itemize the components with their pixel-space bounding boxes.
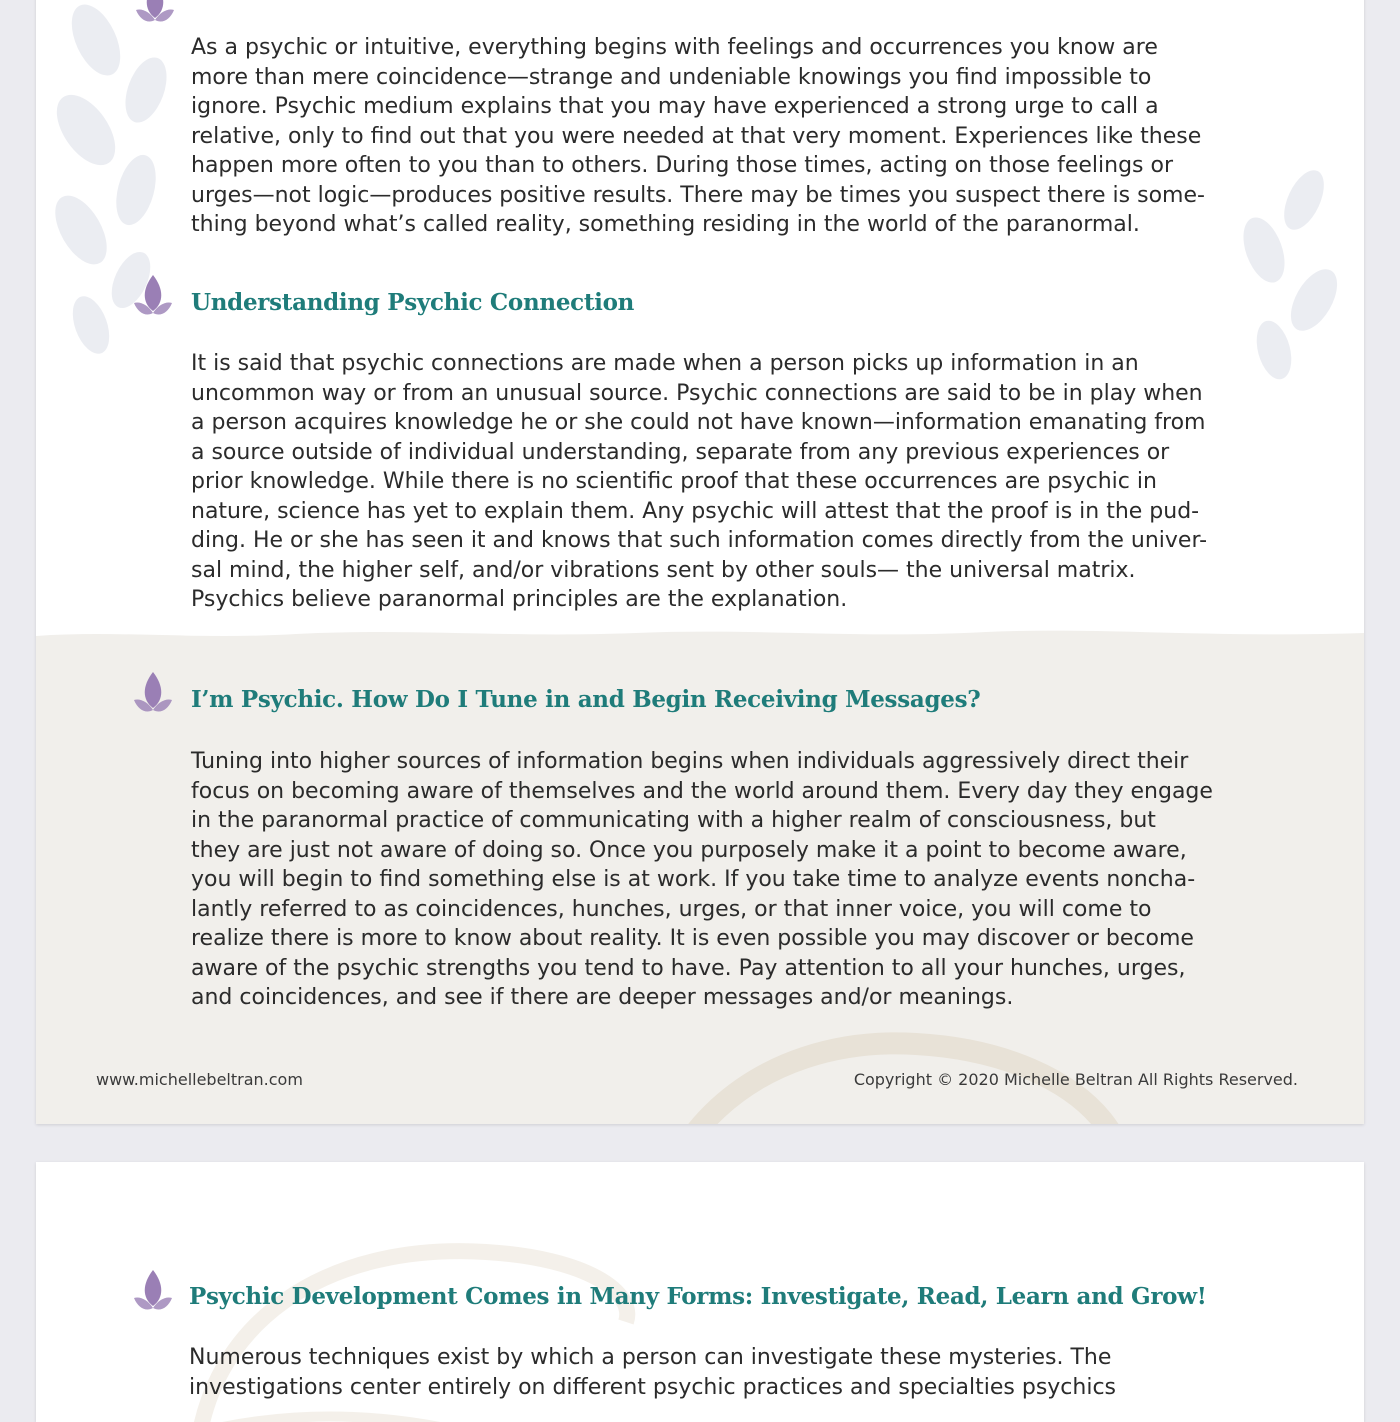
text-line: in the paranormal practice of communicating with a higher realm of consciousness, but [191,808,1156,833]
section-heading: Psychic Development Comes in Many Forms: Investigate, Read, Learn and Grow! [189,1283,1207,1310]
text-line: It is said that psychic connections are made when a person picks up information in an [191,351,1139,376]
text-line: uncommon way or from an unusual source. Psychic connections are said to be in play when [191,380,1203,406]
lotus-icon [132,273,174,321]
footer-copyright: Copyright © 2020 Michelle Beltran All Rights Reserved. [853,1070,1298,1089]
text-line: investigations center entirely on different psychic practices and specialties psychics [189,1374,1117,1400]
text-line: sal mind, the higher self, and/or vibrations sent by other souls— the universal matrix. [191,557,1136,583]
intro-paragraph [191,33,1205,240]
text-line: As a psychic or intuitive, everything begins with feelings and occurrences you know are [191,35,1158,60]
section-paragraph [189,1343,1116,1402]
lotus-icon [134,0,176,28]
text-line: aware of the psychic strengths you tend to have. Pay attention to all your hunches, urges, [191,955,1186,981]
text-line: relative, only to find out that you were needed at that very moment. Experiences like these [191,123,1202,149]
text-line: prior knowledge. While there is no scientific proof that these occurrences are psychic in [191,469,1157,494]
text-line: happen more often to you than to others. During those times, acting on those feelings or [191,153,1173,178]
text-line: and coincidences, and see if there are deeper messages and/or meanings. [191,985,1014,1010]
leaf-branch-right-decoration [1194,160,1364,540]
text-line: focus on becoming aware of themselves and the world around them. Every day they engage [191,778,1213,804]
document-page-1 [36,0,1364,1124]
text-line: you will begin to find something else is at work. If you take time to analyze events noncha- [191,867,1196,892]
document-page-2 [36,1162,1364,1422]
text-line: nature, science has yet to explain them. Any psychic will attest that the proof is in the pud- [191,498,1200,524]
text-line: a person acquires knowledge he or she could not have known—information emanating from [191,410,1206,435]
torn-edge-decoration [36,624,1364,654]
text-line: Numerous techniques exist by which a person can investigate these mysteries. The [189,1345,1112,1370]
section-heading: I’m Psychic. How Do I Tune in and Begin Receiving Messages? [191,686,981,713]
section-paragraph [191,747,1213,1013]
text-line: thing beyond what’s called reality, something residing in the world of the paranormal. [191,212,1140,237]
section-heading: Understanding Psychic Connection [191,289,635,316]
section-paragraph [191,349,1207,615]
text-line: they are just not aware of doing so. Once you purposely make it a point to become aware, [191,837,1187,863]
text-line: ding. He or she has seen it and knows that such information comes directly from the univer- [191,528,1208,553]
text-line: urges—not logic—produces positive results. There may be times you suspect there is some- [191,182,1205,208]
footer-website: www.michellebeltran.com [96,1070,303,1089]
text-line: lantly referred to as coincidences, hunches, urges, or that inner voice, you will come to [191,896,1152,922]
lotus-icon [132,1268,174,1316]
text-line: Tuning into higher sources of information begins when individuals aggressively direct their [191,749,1189,774]
text-line: a source outside of individual understanding, separate from any previous experiences or [191,439,1170,465]
lotus-icon [132,670,174,718]
text-line: Psychics believe paranormal principles are the explanation. [191,587,848,612]
text-line: more than mere coincidence—strange and undeniable knowings you find impossible to [191,64,1152,90]
text-line: ignore. Psychic medium explains that you may have experienced a strong urge to call a [191,94,1159,119]
text-line: realize there is more to know about reality. It is even possible you may discover or become [191,926,1194,951]
